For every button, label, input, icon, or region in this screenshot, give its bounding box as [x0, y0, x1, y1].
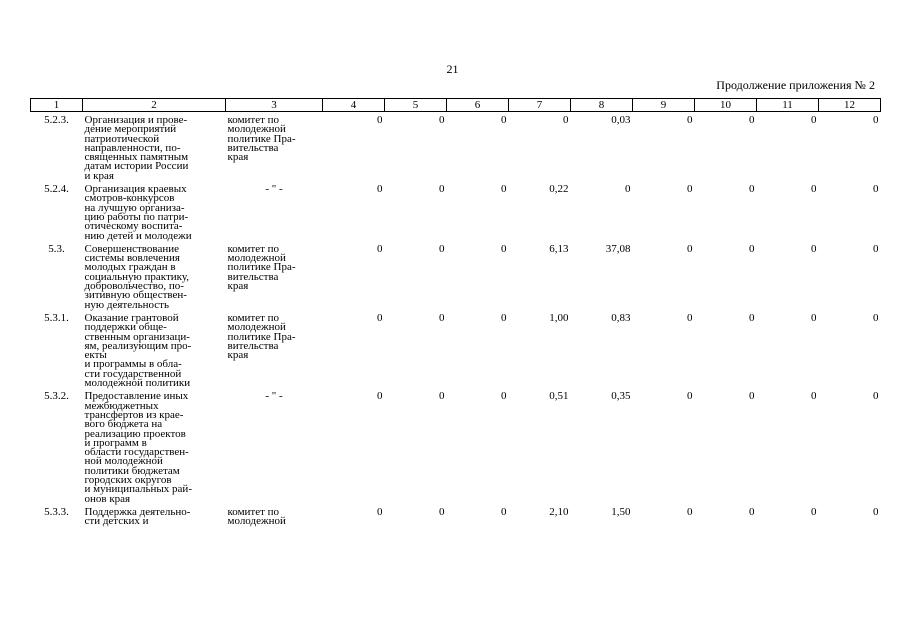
- row-value-col-10: 0: [749, 311, 755, 324]
- row-value-col-6: 0: [501, 114, 507, 126]
- row-executor: - " -: [265, 183, 283, 196]
- row-code: 5.3.2.: [44, 390, 69, 403]
- row-code: 5.2.3.: [44, 114, 69, 126]
- row-value-col-4: 0: [377, 242, 383, 255]
- row-value-col-4: 0: [377, 183, 383, 196]
- column-number-6: 6: [447, 99, 509, 112]
- row-value-col-4: 0: [377, 390, 383, 403]
- column-number-7: 7: [509, 99, 571, 112]
- row-value-col-9: 0: [687, 242, 693, 255]
- row-value-col-7: 0,22: [549, 183, 569, 196]
- row-value-col-9: 0: [687, 390, 693, 403]
- row-value-col-10: 0: [749, 183, 755, 196]
- row-value-col-11: 0: [811, 505, 817, 518]
- row-value-col-4: 0: [377, 505, 383, 518]
- row-executor: комитет по молодежной политике Пра- вительства края: [227, 242, 296, 293]
- row-code: 5.2.4.: [44, 183, 69, 196]
- column-number-5: 5: [385, 99, 447, 112]
- page-number: 21: [446, 62, 459, 76]
- row-value-col-11: 0: [811, 242, 817, 255]
- row-value-col-5: 0: [439, 505, 445, 518]
- row-value-col-8: 37,08: [605, 242, 631, 255]
- column-number-1: 1: [31, 99, 83, 112]
- row-code: 5.3.: [48, 242, 65, 255]
- row-value-col-7: 0,51: [549, 390, 569, 403]
- row-activity-name: Оказание грантовой поддержки обще- ственным организаци- ям, реализующим про- екты и программы в обла- сти государственной молодежной политики: [84, 311, 192, 390]
- table-row: [31, 508, 881, 527]
- column-number-11: 11: [757, 99, 819, 112]
- row-value-col-4: 0: [377, 311, 383, 324]
- row-value-col-9: 0: [687, 311, 693, 324]
- column-number-2: 2: [83, 99, 226, 112]
- row-value-col-10: 0: [749, 114, 755, 126]
- column-number-12: 12: [819, 99, 881, 112]
- row-activity-name: Поддержка деятельно- сти детских и: [84, 505, 191, 528]
- column-number-8: 8: [571, 99, 633, 112]
- row-value-col-5: 0: [439, 390, 445, 403]
- row-value-col-8: 1,50: [611, 505, 631, 518]
- row-value-col-11: 0: [811, 390, 817, 403]
- row-value-col-9: 0: [687, 183, 693, 196]
- row-value-col-8: 0: [625, 183, 631, 196]
- row-value-col-8: 0,83: [611, 311, 631, 324]
- table-header: [31, 99, 881, 112]
- row-activity-name: Совершенствование системы вовлечения молодых граждан в социальную практику, добровольчество, по- зитивную обществен- ную деятельность: [84, 242, 189, 311]
- row-executor: комитет по молодежной политике Пра- вительства края: [227, 311, 296, 362]
- row-executor: - " -: [265, 390, 283, 403]
- row-value-col-9: 0: [687, 114, 693, 126]
- row-value-col-6: 0: [501, 390, 507, 403]
- row-value-col-12: 0: [873, 242, 879, 255]
- row-value-col-8: 0,03: [611, 114, 631, 126]
- row-activity-name: Предоставление иных межбюджетных трансфертов из краe- вого бюджета на реализацию проектов и программ в области государствен- ной молодежной политики бюджетам городских округов и муниципальных рай- онов края: [84, 390, 192, 505]
- row-value-col-5: 0: [439, 242, 445, 255]
- table-row: [31, 314, 881, 388]
- row-activity-name: Организация краевых смотров-конкурсов на лучшую организа- цию работы по патри- отическому воспита- нию детей и молодежи: [84, 183, 192, 242]
- table-row: [31, 392, 881, 504]
- row-value-col-5: 0: [439, 114, 445, 126]
- row-value-col-12: 0: [873, 311, 879, 324]
- row-value-col-12: 0: [873, 114, 879, 126]
- row-value-col-10: 0: [749, 505, 755, 518]
- row-value-col-8: 0,35: [611, 390, 631, 403]
- row-value-col-6: 0: [501, 505, 507, 518]
- row-value-col-7: 1,00: [549, 311, 569, 324]
- row-value-col-7: 0: [563, 114, 569, 126]
- table-row: [31, 185, 881, 241]
- row-value-col-12: 0: [873, 505, 879, 518]
- row-code: 5.3.1.: [44, 311, 69, 324]
- column-number-9: 9: [633, 99, 695, 112]
- appendix-table: [30, 98, 881, 530]
- row-value-col-10: 0: [749, 242, 755, 255]
- row-value-col-7: 6,13: [549, 242, 569, 255]
- row-value-col-4: 0: [377, 114, 383, 126]
- row-value-col-7: 2,10: [549, 505, 569, 518]
- column-number-row: [31, 99, 881, 112]
- row-value-col-9: 0: [687, 505, 693, 518]
- row-value-col-11: 0: [811, 311, 817, 324]
- row-value-col-6: 0: [501, 242, 507, 255]
- row-value-col-6: 0: [501, 183, 507, 196]
- column-number-4: 4: [323, 99, 385, 112]
- row-value-col-6: 0: [501, 311, 507, 324]
- row-value-col-12: 0: [873, 183, 879, 196]
- row-executor: комитет по молодежной политике Пра- вительства края: [227, 114, 296, 164]
- row-value-col-12: 0: [873, 390, 879, 403]
- row-value-col-11: 0: [811, 114, 817, 126]
- row-value-col-11: 0: [811, 183, 817, 196]
- row-executor: комитет по молодежной: [227, 505, 286, 528]
- column-number-3: 3: [226, 99, 323, 112]
- table-row: [31, 116, 881, 181]
- table-body: [31, 112, 881, 531]
- table-row: [31, 245, 881, 310]
- row-value-col-10: 0: [749, 390, 755, 403]
- row-activity-name: Организация и прове- дение мероприятий патриотической направленности, по- священных памятным датам истории России и края: [84, 114, 189, 182]
- row-value-col-5: 0: [439, 311, 445, 324]
- column-number-10: 10: [695, 99, 757, 112]
- appendix-continuation-note: Продолжение приложения № 2: [716, 78, 875, 92]
- row-code: 5.3.3.: [44, 505, 69, 518]
- row-value-col-5: 0: [439, 183, 445, 196]
